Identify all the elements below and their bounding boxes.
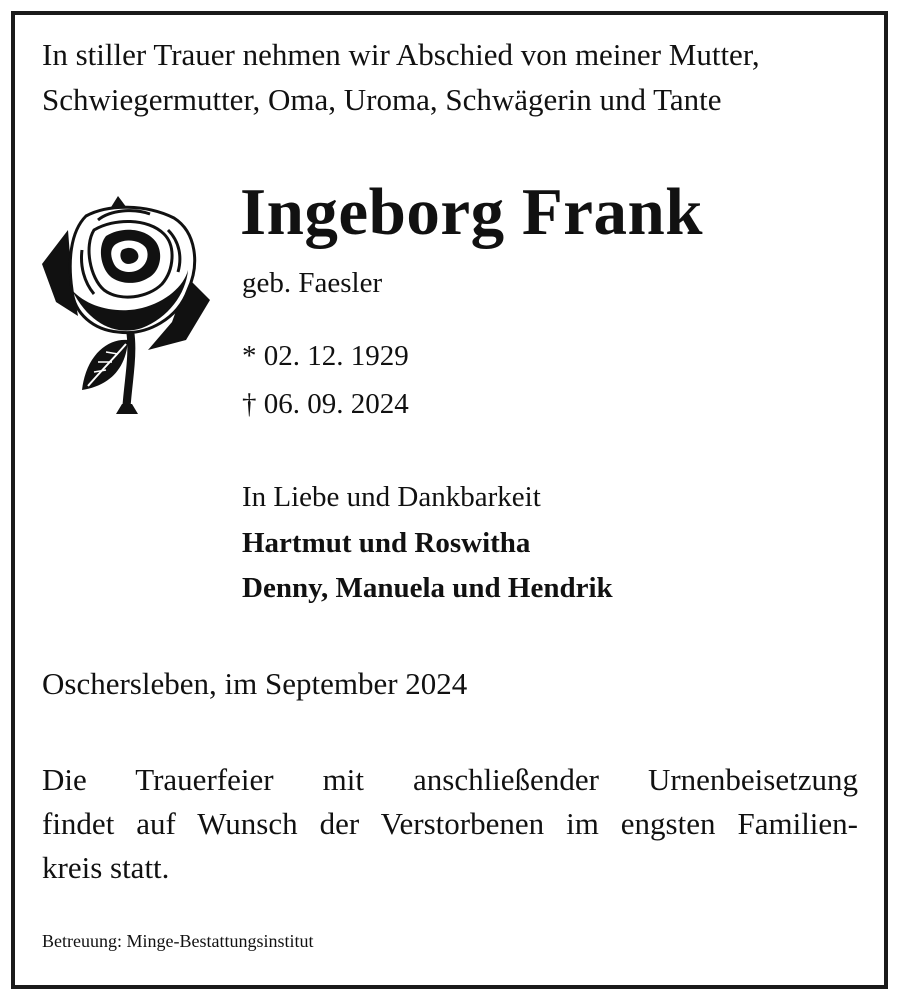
notice-line-1: Die Trauerfeier mit anschließender Urnenbeisetzung [42,762,858,797]
deceased-name: Ingeborg Frank [240,175,704,249]
funeral-notice [42,758,858,890]
mourners-intro: In Liebe und Dankbarkeit [242,481,541,513]
notice-line-3: kreis statt. [42,850,170,885]
maiden-name: geb. Faesler [242,267,383,299]
intro-line-1: In stiller Trauer nehmen wir Abschied von meiner Mutter, [42,37,760,72]
birth-date: * 02. 12. 1929 [242,340,409,372]
mourners-line-2: Denny, Manuela und Hendrik [242,572,613,604]
death-date: † 06. 09. 2024 [242,388,409,420]
mourners-line-1: Hartmut und Roswitha [242,527,531,559]
intro-line-2: Schwiegermutter, Oma, Uroma, Schwägerin und Tante [42,82,722,117]
notice-line-2: findet auf Wunsch der Verstorbenen im engsten Familien- [42,806,858,841]
rose-icon [38,190,214,420]
place-date: Oschersleben, im September 2024 [42,666,468,701]
undertaker-credit: Betreuung: Minge-Bestattungsinstitut [42,931,314,951]
intro-text [42,32,872,122]
